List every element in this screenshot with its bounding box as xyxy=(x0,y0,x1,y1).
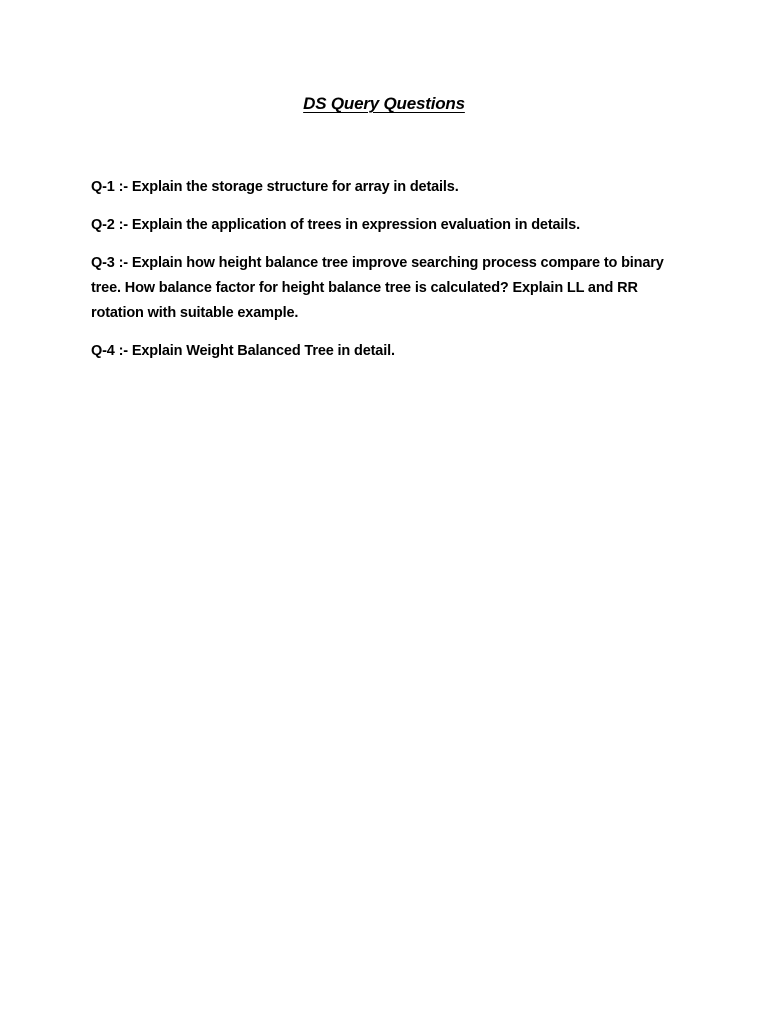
question-label: Q-1 :- xyxy=(91,179,132,195)
question-label: Q-4 :- xyxy=(91,343,132,359)
question-item-4 xyxy=(91,339,691,364)
question-label: Q-3 :- xyxy=(91,255,132,271)
question-text: Explain the application of trees in expression evaluation in details. xyxy=(131,217,580,233)
question-list xyxy=(91,175,691,377)
page-title: DS Query Questions xyxy=(303,94,465,113)
question-text: Explain the storage structure for array in details. xyxy=(131,179,459,195)
question-item-1 xyxy=(91,175,691,200)
question-text: Explain Weight Balanced Tree in detail. xyxy=(131,343,395,359)
question-item-2 xyxy=(91,213,691,238)
question-text: Explain how height balance tree improve searching process compare to binary tree. How balance factor for height balance tree is calculated? Explain LL and RR rotation with suitable example. xyxy=(91,255,664,321)
question-label: Q-2 :- xyxy=(91,217,132,233)
question-item-3 xyxy=(91,251,691,326)
